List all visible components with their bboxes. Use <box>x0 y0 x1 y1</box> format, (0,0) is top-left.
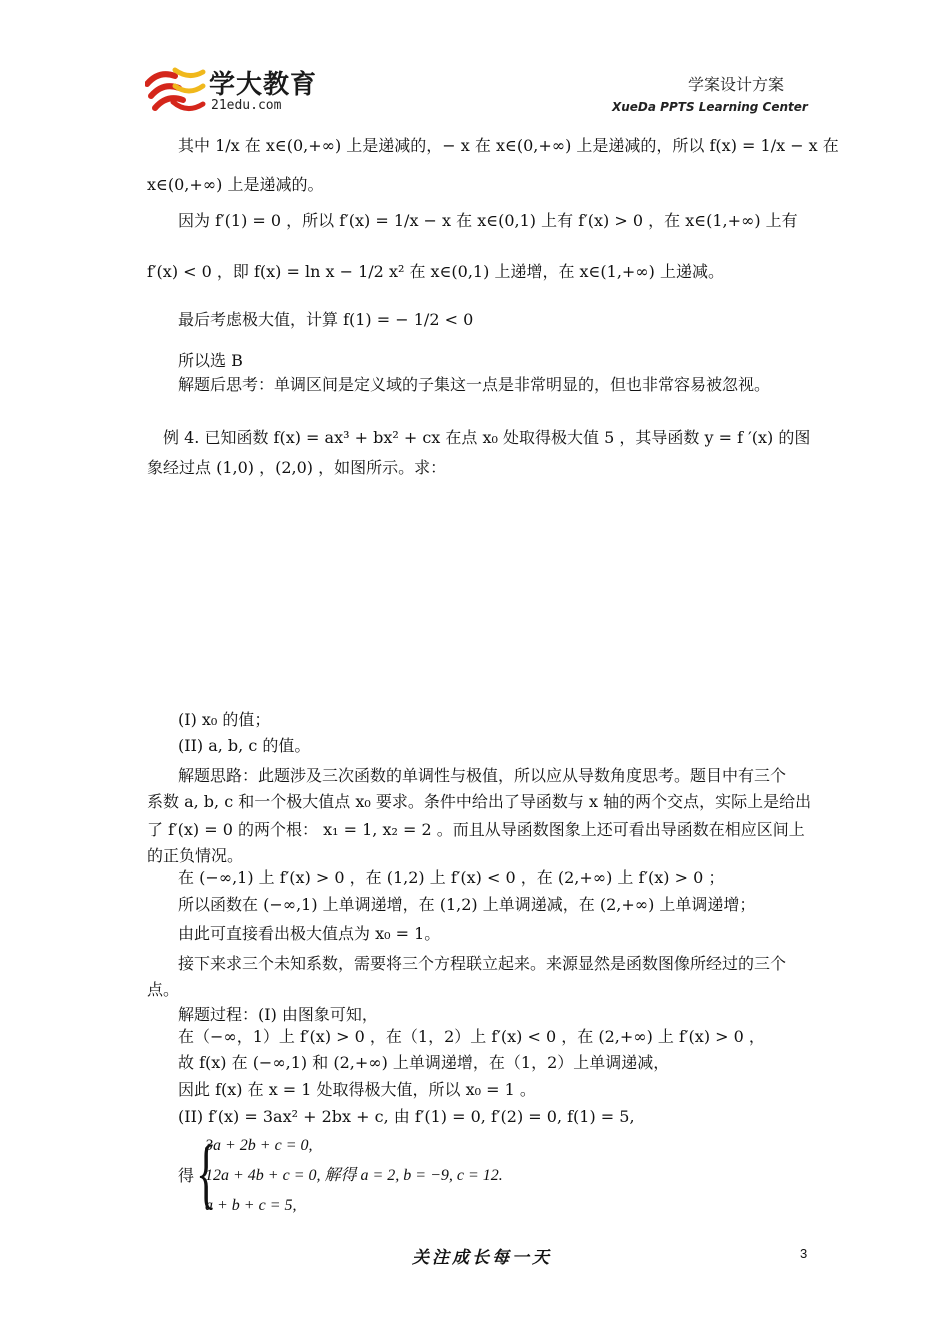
text-line: 所以函数在 (−∞,1) 上单调递增，在 (1,2) 上单调递减，在 (2,+∞) 上单调递增； <box>178 895 756 914</box>
text-line: 系数 a, b, c 和一个极大值点 x₀ 要求。条件中给出了导函数与 x 轴的两个交点，实际上是给出 <box>147 792 812 811</box>
text-line: (II) f′(x) = 3ax² + 2bx + c, 由 f′(1) = 0, f′(2) = 0, f(1) = 5, <box>178 1107 635 1126</box>
text-line: 解题过程：(I) 由图象可知， <box>178 1005 378 1024</box>
logo-text: 学大教育 <box>209 70 318 100</box>
text-line: 的正负情况。 <box>147 846 244 865</box>
example-4-line: 象经过点 (1,0) ，(2,0) ，如图所示。求： <box>147 458 447 477</box>
example-4-line: 例 4. 已知函数 f(x) = ax³ + bx² + cx 在点 x₀ 处取得极大值 5 ，其导函数 y = f ′(x) 的图 <box>163 428 811 447</box>
logo-mark-icon <box>145 64 207 118</box>
header-subtitle: XueDa PPTS Learning Center <box>612 100 808 114</box>
text-line: 因此 f(x) 在 x = 1 处取得极大值，所以 x₀ = 1 。 <box>178 1080 536 1099</box>
question-2: (II) a, b, c 的值。 <box>178 736 311 755</box>
logo-url: 21edu.com <box>211 98 282 113</box>
system-brace: { <box>196 1129 217 1216</box>
equation-1: 3a + 2b + c = 0, <box>205 1137 313 1154</box>
text-line: 由此可直接看出极大值点为 x₀ = 1。 <box>178 924 441 943</box>
text-line: f′(x) < 0 ，即 f(x) = ln x − 1/2 x² 在 x∈(0,1) 上递增，在 x∈(1,+∞) 上递减。 <box>147 262 724 281</box>
text-line: 所以选 B <box>178 351 243 370</box>
text-line: 其中 1/x 在 x∈(0,+∞) 上是递减的，− x 在 x∈(0,+∞) 上是递减的，所以 f(x) = 1/x − x 在 <box>178 136 839 155</box>
page-number: 3 <box>800 1246 808 1261</box>
question-1: (I) x₀ 的值； <box>178 710 271 729</box>
text-line: 在（−∞，1）上 f′(x) > 0 ，在（1，2）上 f′(x) < 0 ，在 (2,+∞) 上 f′(x) > 0 ， <box>178 1027 765 1046</box>
equation-2: 12a + 4b + c = 0, 解得 a = 2, b = −9, c = 12. <box>205 1167 503 1184</box>
equation-3: a + b + c = 5, <box>205 1197 297 1214</box>
text-line: 故 f(x) 在 (−∞,1) 和 (2,+∞) 上单调递增，在（1，2）上单调递减， <box>178 1053 670 1072</box>
text-line: 在 (−∞,1) 上 f′(x) > 0 ，在 (1,2) 上 f′(x) < 0 ，在 (2,+∞) 上 f′(x) > 0 ； <box>178 868 725 887</box>
text-line: 解题思路：此题涉及三次函数的单调性与极值，所以应从导数角度思考。题目中有三个 <box>178 766 787 785</box>
text-line: x∈(0,+∞) 上是递减的。 <box>147 175 324 194</box>
logo <box>145 64 318 120</box>
text-line: 最后考虑极大值，计算 f(1) = − 1/2 < 0 <box>178 310 474 329</box>
header-title: 学案设计方案 <box>688 75 785 94</box>
text-line: 解题后思考：单调区间是定义域的子集这一点是非常明显的，但也非常容易被忽视。 <box>178 375 771 394</box>
text-line: 因为 f′(1) = 0 ，所以 f′(x) = 1/x − x 在 x∈(0,1) 上有 f′(x) > 0 ，在 x∈(1,+∞) 上有 <box>178 211 798 230</box>
footer-motto: 关注成长每一天 <box>412 1248 552 1268</box>
text-line: 点。 <box>147 980 180 999</box>
system-prefix: 得 <box>178 1166 195 1185</box>
text-line: 接下来求三个未知系数，需要将三个方程联立起来。来源显然是函数图像所经过的三个 <box>178 954 787 973</box>
text-line: 了 f′(x) = 0 的两个根： x₁ = 1, x₂ = 2 。而且从导函数图象上还可看出导函数在相应区间上 <box>147 820 805 839</box>
